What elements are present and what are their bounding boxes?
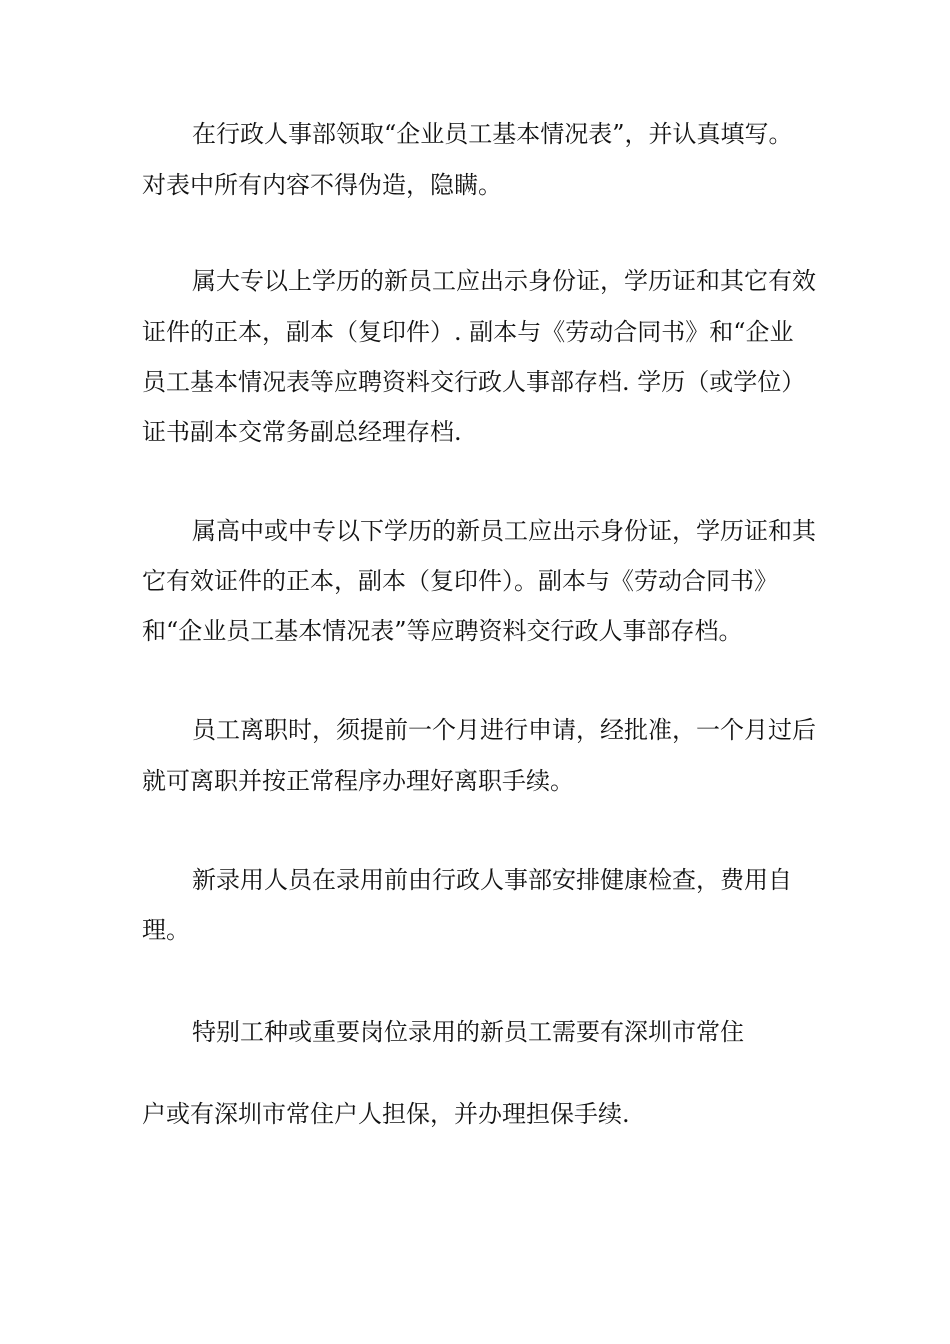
paragraph-4-line-1: 员工离职时，须提前一个月进行申请，经批准，一个月过后 (192, 716, 816, 744)
paragraph-3-line-1: 属高中或中专以下学历的新员工应出示身份证，学历证和其 (192, 517, 816, 545)
paragraph-4-line-2: 就可离职并按正常程序办理好离职手续。 (142, 767, 574, 795)
paragraph-1-line-2: 对表中所有内容不得伪造，隐瞒。 (142, 171, 502, 199)
paragraph-5-line-2: 理。 (142, 916, 190, 944)
paragraph-2-line-3: 员工基本情况表等应聘资料交行政人事部存档. 学历（或学位） (142, 368, 806, 396)
paragraph-6-line-1: 特别工种或重要岗位录用的新员工需要有深圳市常住 (192, 1018, 744, 1046)
paragraph-2-line-1: 属大专以上学历的新员工应出示身份证，学历证和其它有效 (192, 267, 816, 295)
paragraph-3-line-3: 和“企业员工基本情况表”等应聘资料交行政人事部存档。 (142, 617, 743, 645)
paragraph-2-line-4: 证书副本交常务副总经理存档. (142, 418, 462, 446)
paragraph-2-line-2: 证件的正本，副本（复印件）. 副本与《劳动合同书》和“企业 (142, 318, 794, 346)
paragraph-3-line-2: 它有效证件的正本，副本（复印件）。副本与《劳动合同书》 (142, 567, 778, 595)
paragraph-5-line-1: 新录用人员在录用前由行政人事部安排健康检查，费用自 (192, 866, 792, 894)
paragraph-1-line-1: 在行政人事部领取“企业员工基本情况表”，并认真填写。 (192, 120, 793, 148)
paragraph-7-line-1: 户或有深圳市常住户人担保，并办理担保手续. (142, 1100, 630, 1128)
